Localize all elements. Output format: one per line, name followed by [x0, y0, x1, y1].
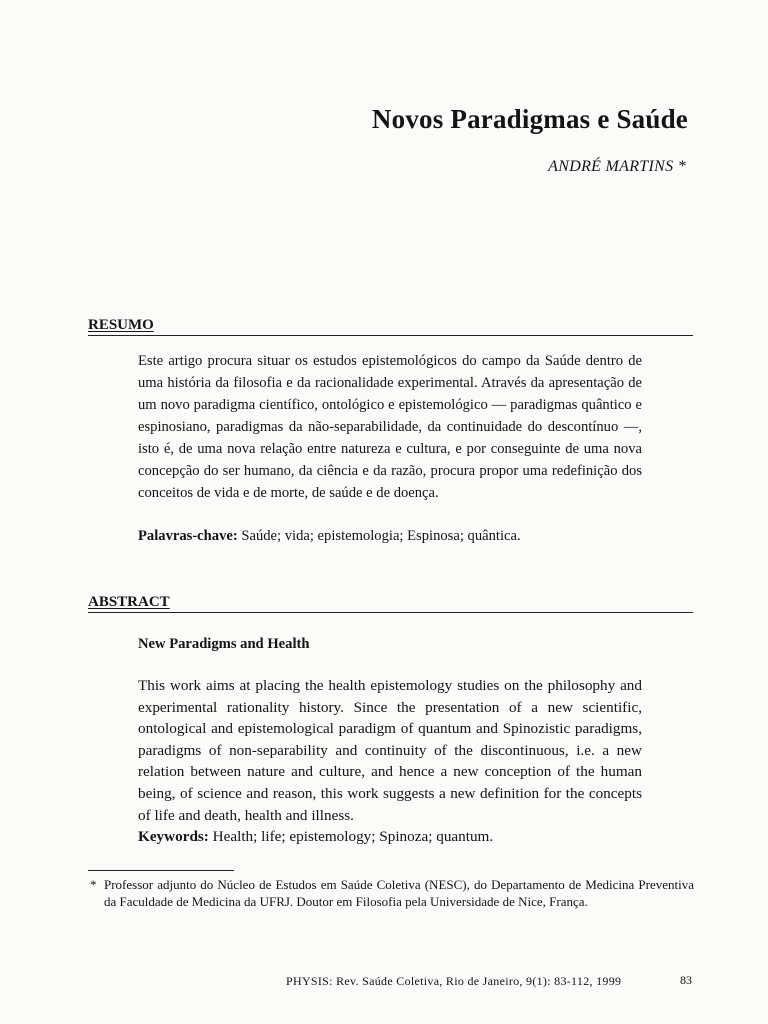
abstract-keywords — [138, 826, 642, 848]
resumo-keywords — [138, 525, 642, 547]
abstract-keywords-label: Keywords: — [138, 828, 209, 845]
article-title: Novos Paradigmas e Saúde — [371, 104, 688, 134]
resumo-heading — [88, 316, 693, 336]
footnote-divider — [88, 870, 234, 871]
abstract-subtitle: New Paradigms and Health — [138, 636, 310, 652]
abstract-heading — [88, 593, 693, 613]
resumo-keywords-label: Palavras-chave: — [138, 528, 238, 544]
journal-citation: PHYSIS: Rev. Saúde Coletiva, Rio de Janeiro, 9(1): 83-112, 1999 — [286, 974, 622, 988]
page-number: 83 — [680, 973, 692, 987]
abstract-keywords-text: Health; life; epistemology; Spinoza; quantum. — [212, 828, 494, 845]
abstract-body: This work aims at placing the health epistemology studies on the philosophy and experimental rationality history. Since the presentation of a new scientific, ontological and epistemological paradigm of quantum and Spinozistic paradigms, paradigms of non-separability and continuity of the discontinuous, i.e. a new relation between nature and culture, and hence a new conception of the human being, of science and reason, this work suggests a new definition for the concepts of life and death, health and illness. — [138, 677, 642, 824]
footnote — [90, 876, 694, 910]
footnote-marker: * — [90, 877, 97, 892]
resumo-body: Este artigo procura situar os estudos epistemológicos do campo da Saúde dentro de uma história da filosofia e da racionalidade experimental. Através da apresentação de um novo paradigma científico, ontológico e epistemológico — paradigmas quântico e espinosiano, paradigmas da não-separabilidade, da continuidade do descontínuo —, isto é, de uma nova relação entre natureza e cultura, e por conseguinte de uma nova concepção do ser humano, da ciência e da razão, procura propor uma redefinição dos conceitos de vida e de morte, de saúde e de doença. — [138, 353, 642, 501]
resumo-keywords-text: Saúde; vida; epistemologia; Espinosa; quântica. — [241, 528, 521, 544]
article-author: ANDRÉ MARTINS * — [548, 158, 686, 175]
abstract-heading-label: ABSTRACT — [88, 594, 170, 610]
resumo-heading-label: RESUMO — [88, 317, 154, 333]
footnote-text: Professor adjunto do Núcleo de Estudos em Saúde Coletiva (NESC), do Departamento de Medicina Preventiva da Faculdade de Medicina da UFRJ. Doutor em Filosofia pela Universidade de Nice, França. — [104, 877, 694, 909]
